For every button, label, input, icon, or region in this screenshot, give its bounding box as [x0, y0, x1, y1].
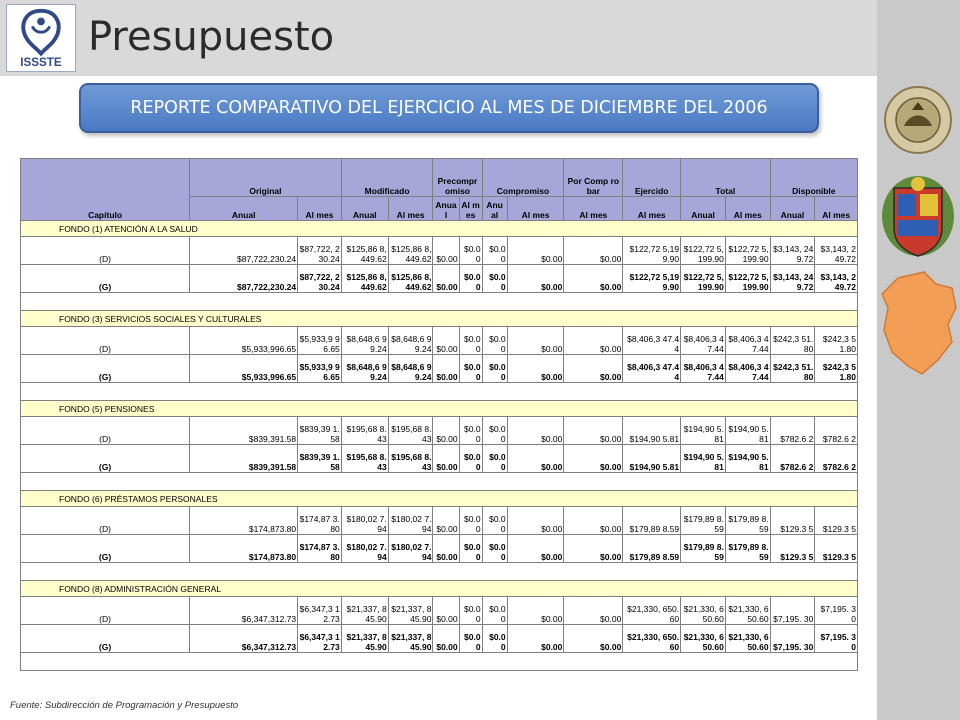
table-cell: $0.0 0 [482, 417, 507, 445]
table-cell: $0.00 [507, 265, 564, 293]
col-group-header: Precompr omiso [433, 159, 482, 197]
table-cell: $782.6 2 [770, 445, 815, 473]
table-cell: $0.0 0 [482, 535, 507, 563]
table-cell: $0.00 [507, 445, 564, 473]
col-subheader: Anual [681, 197, 726, 221]
source-note: Fuente: Subdirección de Programación y Presupuesto [10, 700, 239, 711]
table-cell: $87,722, 230.24 [298, 265, 342, 293]
table-cell: $129.3 5 [770, 535, 815, 563]
table-cell: $0.00 [564, 417, 623, 445]
table-cell: $122,72 5,199.90 [725, 237, 770, 265]
table-cell: $839,39 1.58 [298, 417, 342, 445]
table-cell: $125,86 8,449.62 [388, 265, 433, 293]
table-cell: $6,347,3 12.73 [298, 597, 342, 625]
table-row [21, 265, 858, 293]
spacer-cell [21, 653, 858, 671]
table-cell: $7,195. 30 [770, 625, 815, 653]
fund-header-row [21, 581, 858, 597]
table-cell: $122,72 5,199.90 [623, 237, 681, 265]
spacer-cell [21, 473, 858, 491]
table-cell: $3,143, 249.72 [815, 265, 858, 293]
table-cell: $174,87 3.80 [298, 535, 342, 563]
table-header-group-row [21, 159, 858, 197]
table-cell: $195,68 8.43 [388, 417, 433, 445]
table-cell: $125,86 8,449.62 [341, 237, 388, 265]
table-cell: $0.0 0 [482, 597, 507, 625]
table-cell: $782.6 2 [770, 417, 815, 445]
table-cell: $179,89 8.59 [681, 507, 726, 535]
fund-name: FONDO (6) PRÉSTAMOS PERSONALES [21, 491, 858, 507]
fund-header-row [21, 311, 858, 327]
table-cell: $0.00 [459, 265, 482, 293]
budget-table-body [21, 221, 858, 671]
page-title: Presupuesto [88, 14, 335, 60]
table-cell: $180,02 7.94 [388, 507, 433, 535]
table-cell: $8,406,3 47.44 [681, 327, 726, 355]
table-cell: $0.0 0 [482, 445, 507, 473]
table-cell: $0.00 [564, 445, 623, 473]
col-subheader: Al mes [623, 197, 681, 221]
col-group-header: Disponible [770, 159, 857, 197]
table-cell: $0.00 [507, 237, 564, 265]
spacer-row [21, 653, 858, 671]
table-cell: $0.00 [433, 265, 459, 293]
col-group-header: Total [681, 159, 770, 197]
table-row [21, 355, 858, 383]
table-cell: $21,330, 650.60 [681, 625, 726, 653]
table-cell: $21,337, 845.90 [388, 625, 433, 653]
spacer-row [21, 563, 858, 581]
table-cell: $3,143, 249.72 [815, 237, 858, 265]
table-cell: $194,90 5.81 [623, 445, 681, 473]
table-cell: $0.00 [459, 507, 482, 535]
table-cell: $0.0 0 [482, 237, 507, 265]
spacer-row [21, 293, 858, 311]
table-cell: $0.00 [433, 327, 459, 355]
spacer-row [21, 473, 858, 491]
table-cell: $8,648,6 99.24 [341, 355, 388, 383]
table-cell: $122,72 5,199.90 [681, 237, 726, 265]
table-cell: $0.00 [433, 597, 459, 625]
col-subheader: Anua l [433, 197, 459, 221]
table-cell: $174,873.80 [190, 507, 298, 535]
table-cell: $21,337, 845.90 [388, 597, 433, 625]
col-subheader: Al mes [725, 197, 770, 221]
table-cell: $839,39 1.58 [298, 445, 342, 473]
table-cell: $129.3 5 [815, 535, 858, 563]
table-cell: $21,337, 845.90 [341, 597, 388, 625]
table-cell: $0.00 [507, 625, 564, 653]
table-cell: $242,3 51.80 [770, 327, 815, 355]
table-cell: $179,89 8.59 [681, 535, 726, 563]
table-cell: $0.00 [459, 625, 482, 653]
table-cell: $194,90 5.81 [725, 417, 770, 445]
table-cell: $21,330, 650.60 [725, 625, 770, 653]
table-cell: $0.00 [564, 265, 623, 293]
table-row [21, 625, 858, 653]
table-cell: $0.00 [433, 355, 459, 383]
fund-name: FONDO (1) ATENCIÓN A LA SALUD [21, 221, 858, 237]
table-cell: $242,3 51.80 [770, 355, 815, 383]
table-cell: $782.6 2 [815, 417, 858, 445]
table-cell: $21,330, 650.60 [623, 625, 681, 653]
row-label: (G) [21, 355, 190, 383]
table-row [21, 445, 858, 473]
table-cell: $180,02 7.94 [341, 535, 388, 563]
table-cell: $3,143, 249.72 [770, 265, 815, 293]
table-row [21, 507, 858, 535]
row-label: (D) [21, 597, 190, 625]
mexico-seal-image [882, 82, 954, 160]
table-cell: $7,195. 30 [815, 597, 858, 625]
row-label: (G) [21, 535, 190, 563]
table-cell: $0.00 [433, 535, 459, 563]
table-cell: $8,648,6 99.24 [388, 327, 433, 355]
col-subheader: Anual [190, 197, 298, 221]
table-cell: $125,86 8,449.62 [388, 237, 433, 265]
table-cell: $0.0 0 [482, 327, 507, 355]
table-cell: $6,347,312.73 [190, 597, 298, 625]
table-cell: $0.00 [564, 625, 623, 653]
logo-text: ISSSTE [20, 56, 62, 70]
table-cell: $195,68 8.43 [341, 417, 388, 445]
table-cell: $242,3 51.80 [815, 327, 858, 355]
spacer-cell [21, 383, 858, 401]
table-cell: $5,933,996.65 [190, 327, 298, 355]
table-cell: $0.00 [564, 327, 623, 355]
table-cell: $0.00 [459, 597, 482, 625]
table-row [21, 417, 858, 445]
table-row [21, 597, 858, 625]
table-cell: $0.00 [459, 417, 482, 445]
capitulo-header: Capítulo [21, 159, 190, 221]
report-title-banner: REPORTE COMPARATIVO DEL EJERCICIO AL MES DE DICIEMBRE DEL 2006 [79, 83, 819, 133]
table-cell: $122,72 5,199.90 [681, 265, 726, 293]
col-subheader: Al mes [298, 197, 342, 221]
table-cell: $179,89 8.59 [725, 535, 770, 563]
row-label: (G) [21, 445, 190, 473]
col-subheader: Anual [770, 197, 815, 221]
table-cell: $0.00 [507, 417, 564, 445]
table-cell: $6,347,3 12.73 [298, 625, 342, 653]
table-cell: $0.00 [564, 355, 623, 383]
table-cell: $179,89 8.59 [725, 507, 770, 535]
table-cell: $839,391.58 [190, 417, 298, 445]
table-cell: $195,68 8.43 [388, 445, 433, 473]
table-cell: $0.00 [507, 535, 564, 563]
table-cell: $8,406,3 47.44 [725, 355, 770, 383]
fund-header-row [21, 491, 858, 507]
table-cell: $0.00 [433, 625, 459, 653]
table-cell: $0.00 [433, 237, 459, 265]
col-group-header: Compromiso [482, 159, 564, 197]
table-cell: $0.00 [564, 237, 623, 265]
state-coat-of-arms-image [878, 172, 958, 260]
col-group-header: Original [190, 159, 342, 197]
table-cell: $7,195. 30 [815, 625, 858, 653]
table-cell: $122,72 5,199.90 [725, 265, 770, 293]
table-cell: $194,90 5.81 [681, 445, 726, 473]
table-cell: $0.0 0 [482, 507, 507, 535]
spacer-cell [21, 293, 858, 311]
table-cell: $8,406,3 47.44 [681, 355, 726, 383]
row-label: (D) [21, 507, 190, 535]
table-cell: $21,330, 650.60 [623, 597, 681, 625]
table-cell: $8,648,6 99.24 [388, 355, 433, 383]
table-cell: $21,330, 650.60 [725, 597, 770, 625]
table-cell: $195,68 8.43 [341, 445, 388, 473]
row-label: (G) [21, 265, 190, 293]
row-label: (G) [21, 625, 190, 653]
table-cell: $194,90 5.81 [623, 417, 681, 445]
table-cell: $0.00 [433, 445, 459, 473]
table-cell: $174,87 3.80 [298, 507, 342, 535]
table-cell: $87,722,230.24 [190, 237, 298, 265]
table-cell: $87,722, 230.24 [298, 237, 342, 265]
table-cell: $0.0 0 [482, 355, 507, 383]
table-cell: $8,406,3 47.44 [623, 327, 681, 355]
table-cell: $782.6 2 [815, 445, 858, 473]
table-cell: $242,3 51.80 [815, 355, 858, 383]
table-cell: $0.0 0 [482, 625, 507, 653]
table-cell: $0.00 [459, 327, 482, 355]
table-cell: $122,72 5,199.90 [623, 265, 681, 293]
table-cell: $0.00 [459, 355, 482, 383]
col-group-header: Ejercido [623, 159, 681, 197]
row-label: (D) [21, 237, 190, 265]
table-cell: $0.00 [564, 597, 623, 625]
col-subheader: Al mes [564, 197, 623, 221]
row-label: (D) [21, 327, 190, 355]
fund-header-row [21, 221, 858, 237]
table-cell: $125,86 8,449.62 [341, 265, 388, 293]
table-cell: $194,90 5.81 [725, 445, 770, 473]
table-cell: $839,391.58 [190, 445, 298, 473]
spacer-cell [21, 563, 858, 581]
table-cell: $7,195. 30 [770, 597, 815, 625]
table-cell: $0.00 [507, 597, 564, 625]
table-cell: $87,722,230.24 [190, 265, 298, 293]
table-cell: $8,406,3 47.44 [623, 355, 681, 383]
table-row [21, 327, 858, 355]
spacer-row [21, 383, 858, 401]
table-cell: $3,143, 249.72 [770, 237, 815, 265]
table-cell: $0.00 [459, 535, 482, 563]
col-group-header: Por Comp robar [564, 159, 623, 197]
issste-logo [6, 4, 76, 72]
table-cell: $129.3 5 [815, 507, 858, 535]
table-row [21, 535, 858, 563]
col-subheader: Anu al [482, 197, 507, 221]
table-cell: $0.00 [507, 355, 564, 383]
table-cell: $180,02 7.94 [388, 535, 433, 563]
table-cell: $8,648,6 99.24 [341, 327, 388, 355]
table-cell: $194,90 5.81 [681, 417, 726, 445]
table-cell: $0.00 [459, 237, 482, 265]
table-cell: $21,337, 845.90 [341, 625, 388, 653]
table-cell: $174,873.80 [190, 535, 298, 563]
table-cell: $8,406,3 47.44 [725, 327, 770, 355]
col-group-header: Modificado [341, 159, 433, 197]
row-label: (D) [21, 417, 190, 445]
table-cell: $0.00 [433, 507, 459, 535]
fund-header-row [21, 401, 858, 417]
fund-name: FONDO (5) PENSIONES [21, 401, 858, 417]
table-cell: $0.00 [564, 507, 623, 535]
col-subheader: Anual [341, 197, 388, 221]
table-cell: $0.0 0 [482, 265, 507, 293]
table-cell: $179,89 8.59 [623, 535, 681, 563]
table-cell: $0.00 [459, 445, 482, 473]
table-cell: $179,89 8.59 [623, 507, 681, 535]
table-cell: $0.00 [564, 535, 623, 563]
col-subheader: Al mes [388, 197, 433, 221]
state-map-image [878, 268, 960, 380]
table-cell: $0.00 [433, 417, 459, 445]
table-cell: $21,330, 650.60 [681, 597, 726, 625]
fund-name: FONDO (3) SERVICIOS SOCIALES Y CULTURALES [21, 311, 858, 327]
fund-name: FONDO (8) ADMINISTRACIÓN GENERAL [21, 581, 858, 597]
table-row [21, 237, 858, 265]
table-cell: $5,933,9 96.65 [298, 355, 342, 383]
budget-table [20, 158, 858, 671]
col-subheader: Al mes [507, 197, 564, 221]
table-cell: $0.00 [507, 327, 564, 355]
table-cell: $0.00 [507, 507, 564, 535]
table-cell: $129.3 5 [770, 507, 815, 535]
table-cell: $5,933,9 96.65 [298, 327, 342, 355]
table-cell: $180,02 7.94 [341, 507, 388, 535]
col-subheader: Al m es [459, 197, 482, 221]
table-cell: $5,933,996.65 [190, 355, 298, 383]
col-subheader: Al mes [815, 197, 858, 221]
table-cell: $6,347,312.73 [190, 625, 298, 653]
